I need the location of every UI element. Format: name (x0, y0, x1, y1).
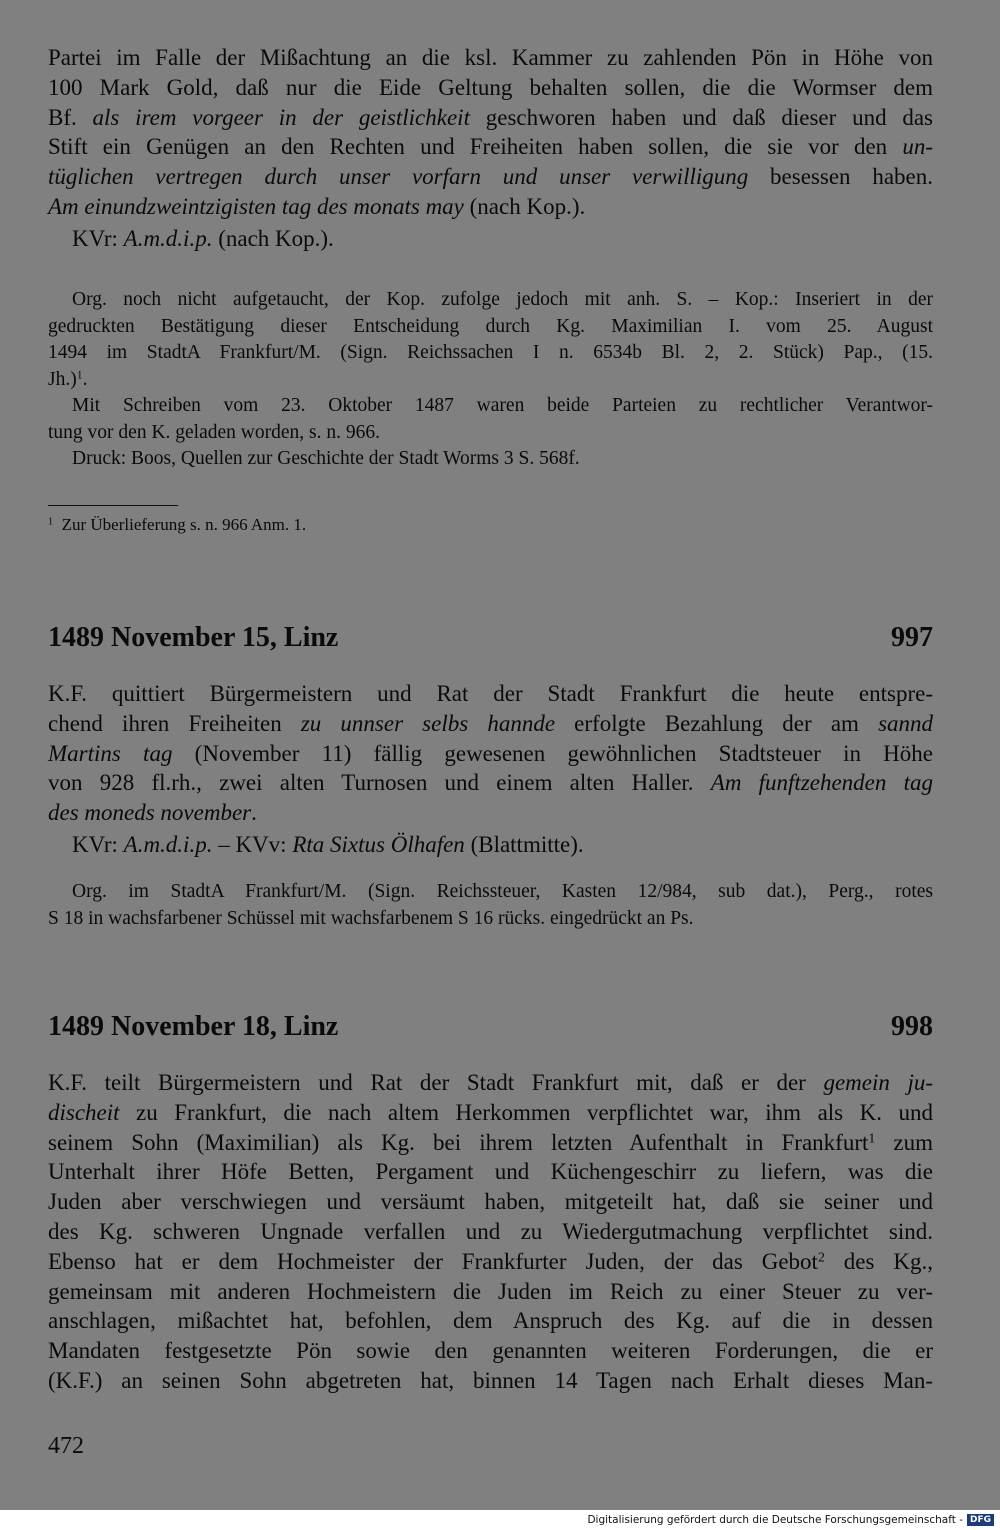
note-line: Jh.)$^1$. (48, 368, 88, 390)
text-line: von 928 fl.rh., zwei alten Turnosen und einem alten Haller. Am funftzehenden tag (48, 770, 934, 796)
text-line: Partei im Falle der Mißachtung an die ksl. Kammer zu zahlenden Pön in Höhe von (48, 45, 933, 70)
entry-997-heading (48, 622, 933, 654)
note-line: Org. noch nicht aufgetaucht, der Kop. zufolge jedoch mit anh. S. – Kop.: Inseriert in der (72, 289, 933, 310)
text-line: Juden aber verschwiegen und versäumt haben, mitgeteilt hat, daß sie seiner und (48, 1189, 933, 1215)
text-line: Bf. als irem vorgeer in der geistlichkeit geschworen haben und daß dieser und das (48, 104, 934, 130)
note-line: Mit Schreiben vom 23. Oktober 1487 waren beide Parteien zu rechtlicher Verantwor- (72, 395, 933, 416)
entry-date-place: 1489 November 18, Linz (48, 1011, 339, 1042)
text-line: des Kg. schweren Ungnade verfallen und zu Wiedergutmachung verpflichtet sind. (48, 1218, 933, 1244)
note-line: S 18 in wachsfarbener Schüssel mit wachsfarbenem S 16 rücks. eingedrückt an Ps. (48, 907, 694, 929)
footnote-divider (48, 505, 178, 506)
page-number: 472 (48, 1433, 84, 1459)
text-line: Ebenso hat er dem Hochmeister der Frankfurter Juden, der das Gebot$^2$ des Kg., (48, 1248, 933, 1274)
text-line: K.F. quittiert Bürgermeistern und Rat der Stadt Frankfurt die heute entspre- (48, 681, 933, 706)
text-line: 100 Mark Gold, daß nur die Eide Geltung behalten sollen, die die Wormser dem (48, 74, 933, 100)
note-line: 1494 im StadtA Frankfurt/M. (Sign. Reichssachen I n. 6534b Bl. 2, 2. Stück) Pap., (15. (48, 342, 933, 363)
text-line: discheit zu Frankfurt, die nach altem Herkommen verpflichtet war, ihm als K. und (48, 1099, 933, 1125)
footnote-ref: 2 (817, 1249, 825, 1265)
note-line: Org. im StadtA Frankfurt/M. (Sign. Reichssteuer, Kasten 12/984, sub dat.), Perg., rotes (72, 881, 933, 902)
entry-number: 997 (891, 622, 933, 653)
text-line: Mandaten festgesetzte Pön sowie den genannten weiteren Forderungen, die er (48, 1338, 933, 1364)
text-line: Martins tag (November 11) fällig gewesenen gewöhnlichen Stadtsteuer in Höhe (48, 740, 934, 766)
text-line: Unterhalt ihrer Höfe Betten, Pergament und Küchengeschirr zu liefern, was die (48, 1159, 933, 1185)
entry-997-body (48, 679, 933, 860)
kv-line: KVr: A.m.d.i.p. (nach Kop.). (72, 225, 334, 251)
note-line: gedruckten Bestätigung dieser Entscheidung durch Kg. Maximilian I. vom 25. August (48, 315, 933, 337)
text-line: des moneds november. (48, 800, 257, 826)
prev-entry-notes (48, 287, 933, 473)
footnote-ref: 1 (868, 1130, 876, 1146)
text-line: K.F. teilt Bürgermeistern und Rat der Stadt Frankfurt mit, daß er der gemein ju- (48, 1070, 933, 1095)
text-line: Am einundzweintzigisten tag des monats may (nach Kop.). (48, 193, 586, 219)
entry-date-place: 1489 November 15, Linz (48, 622, 339, 653)
banner-text: Digitalisierung gefördert durch die Deutsche Forschungsgemeinschaft - (587, 1514, 963, 1526)
dfg-logo-icon: DFG (967, 1514, 994, 1526)
note-line: Druck: Boos, Quellen zur Geschichte der Stadt Worms 3 S. 568f. (72, 448, 580, 469)
footnote: $^1$ Zur Überlieferung s. n. 966 Anm. 1. (48, 515, 307, 534)
text-line: gemeinsam mit anderen Hochmeistern die Juden im Reich zu einer Steuer zu ver- (48, 1278, 933, 1304)
text-line: chend ihren Freiheiten zu unnser selbs hannde erfolgte Bezahlung der am sannd (48, 710, 934, 736)
text-line: (K.F.) an seinen Sohn abgetreten hat, binnen 14 Tagen nach Erhalt dieses Man- (48, 1367, 933, 1393)
text-line: seinem Sohn (Maximilian) als Kg. bei ihrem letzten Aufenthalt in Frankfurt$^1$ zum (48, 1129, 933, 1155)
kv-line: KVr: A.m.d.i.p. – KVv: Rta Sixtus Ölhafen (Blattmitte). (72, 831, 584, 857)
note-line: tung vor den K. geladen worden, s. n. 966. (48, 421, 380, 443)
text-line: tüglichen vertregen durch unser vorfarn und unser verwilligung besessen haben. (48, 164, 933, 190)
text-line: anschlagen, mißachtet hat, befohlen, dem Anspruch des Kg. auf die in dessen (48, 1308, 933, 1334)
digitization-banner (587, 1514, 994, 1526)
entry-997-notes (48, 879, 933, 932)
footnote-ref: 1 (76, 368, 83, 382)
entry-998-heading (48, 1011, 933, 1043)
entry-998-body (48, 1068, 933, 1396)
entry-number: 998 (891, 1011, 933, 1042)
prev-entry-body (48, 43, 933, 254)
text-line: Stift ein Genügen an den Rechten und Freiheiten haben sollen, die sie vor den un- (48, 134, 933, 160)
